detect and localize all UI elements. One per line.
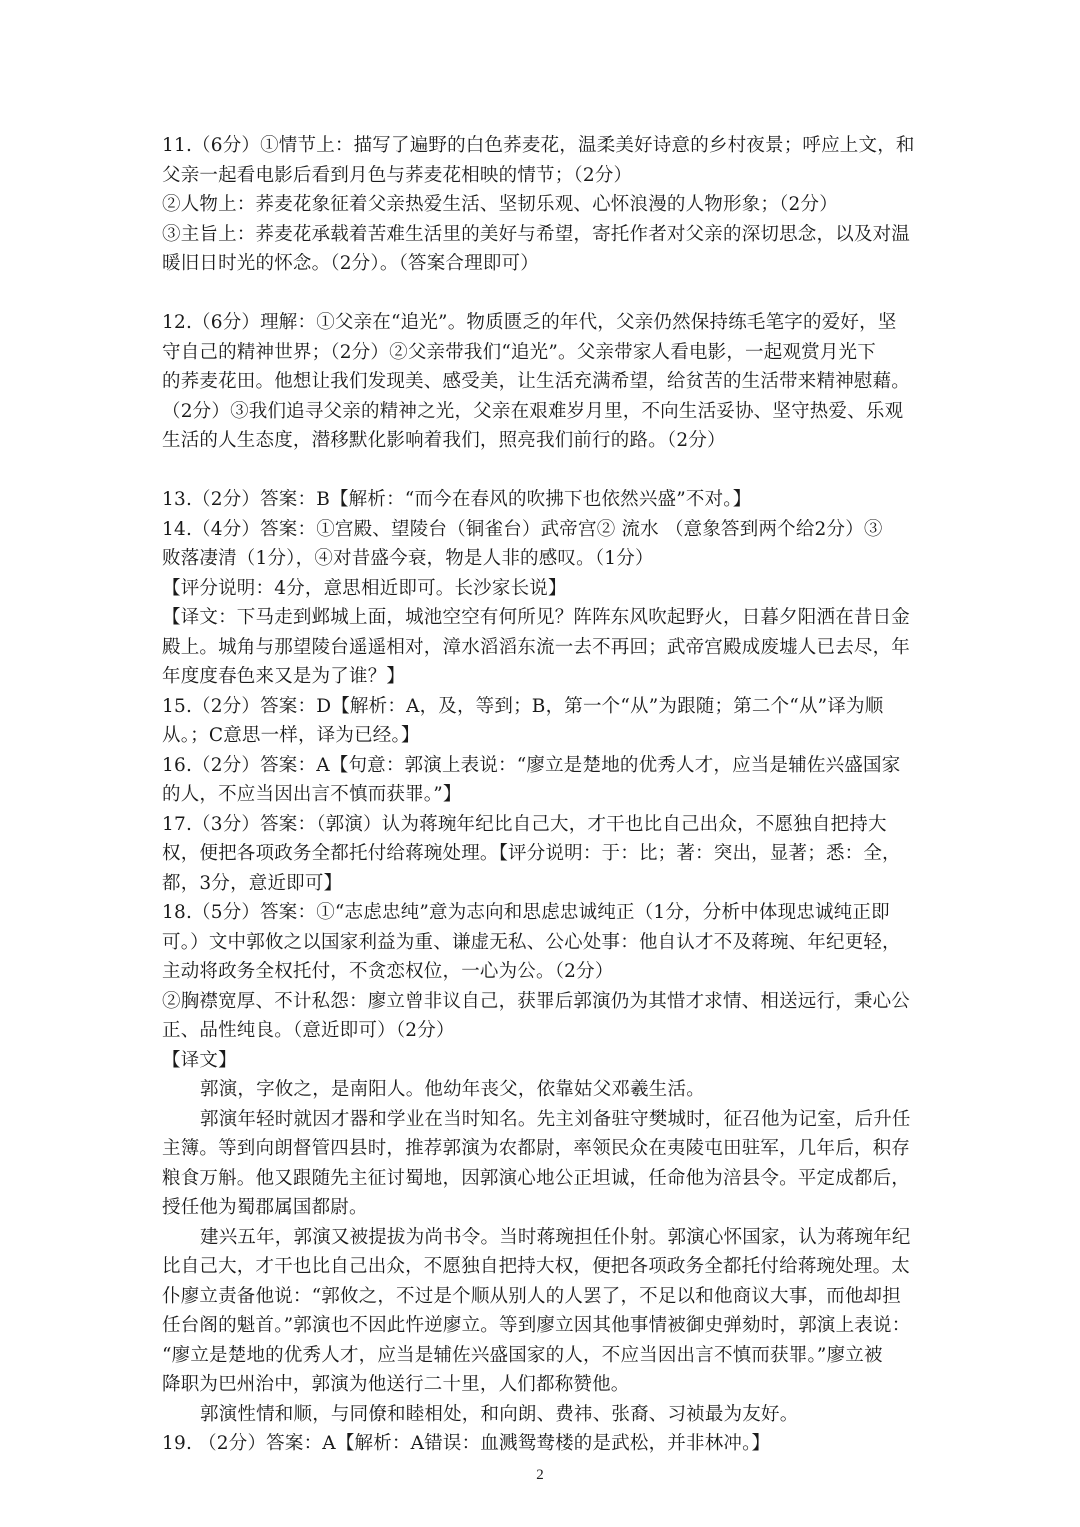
text-line: 【译文】 [162,1049,237,1071]
text-line: 殿上。城角与那望陵台遥遥相对，漳水滔滔东流一去不再回；武帝宫殿成废墟人已去尽，年 [162,636,911,658]
text-line: 郭演，字攸之，是南阳人。他幼年丧父，依靠姑父邓羲生活。 [200,1079,705,1100]
text-line: 权，便把各项政务全都托付给蒋琬处理。【评分说明：于：比；著：突出，显著；悉：全， [162,843,901,864]
text-line: 降职为巴州治中，郭演为他送行二十里，人们都称赞他。 [162,1374,630,1395]
text-line: ②人物上：荞麦花象征着父亲热爱生活、坚韧乐观、心怀浪漫的人物形象；（2分） [162,194,838,215]
text-line: 败落凄清（1分），④对昔盛今衰，物是人非的感叹。（1分） [162,548,654,569]
text-line: 12.（6分）理解：①父亲在“追光”。物质匮乏的年代，父亲仍然保持练毛笔字的爱好，坚 [162,312,897,333]
question-11-answer [162,131,922,279]
text-line: “廖立是楚地的优秀人才，应当是辅佐兴盛国家的人，不应当因出言不慎而获罪。”廖立被 [162,1344,883,1366]
text-line: 粮食万斛。他又跟随先主征讨蜀地，因郭演心地公正坦诚，任命他为涪县令。平定成都后， [162,1167,911,1189]
text-line: 郭演年轻时就因才器和学业在当时知名。先主刘备驻守樊城时，征召他为记室，后升任 [200,1108,911,1130]
text-line: 父亲一起看电影后看到月色与荞麦花相映的情节；（2分） [162,164,633,186]
text-line: 19. （2分）答案：A【解析：A错误：血溅鸳鸯楼的是武松，并非林冲。】 [162,1433,771,1454]
text-line: 可。）文中郭攸之以国家利益为重、谦虚无私、公心处事：他自认才不及蒋琬、年纪更轻， [162,931,901,953]
text-line: 主簿。等到向朗督管四县时，推荐郭演为农都尉，率领民众在夷陵屯田驻军，几年后，积存 [162,1138,911,1159]
text-line: 的荞麦花田。他想让我们发现美、感受美，让生活充满希望，给贫苦的生活带来精神慰藉。 [162,371,911,392]
text-line: 从。；C意思一样，译为已经。】 [162,725,420,746]
text-line: 13.（2分）答案：B【解析：“而今在春风的吹拂下也依然兴盛”不对。】 [162,489,752,510]
text-line: 【评分说明：4分，意思相近即可。长沙家长说】 [162,577,567,599]
page-number: 2 [536,1467,544,1483]
text-line: 主动将政务全权托付，不贪恋权位，一心为公。（2分） [162,961,614,982]
text-line: 暖旧日时光的怀念。（2分）。（答案合理即可） [162,253,539,274]
text-line: 年度度春色来又是为了谁？】 [162,666,406,687]
text-line: 任台阁的魁首。”郭演也不因此忤逆廖立。等到廖立因其他事情被御史弹劾时，郭演上表说： [162,1315,911,1336]
text-line: 的人，不应当因出言不慎而获罪。”】 [162,784,462,805]
text-line: 11.（6分）①情节上：描写了遍野的白色荞麦花，温柔美好诗意的乡村夜景；呼应上文，和 [162,135,915,156]
text-line: 18.（5分）答案：①“志虑忠纯”意为志向和思虑忠诚纯正（1分，分析中体现忠诚纯正即 [162,902,890,923]
spacer [162,279,922,309]
text-line: 16.（2分）答案：A【句意：郭演上表说：“廖立是楚地的优秀人才，应当是辅佐兴盛国家 [162,754,901,776]
text-line: 比自己大，才干也比自己出众，不愿独自把持大权，便把各项政务全都托付给蒋琬处理。太 [162,1256,911,1277]
question-12-answer [162,308,922,456]
text-line: 都，3分，意近即可】 [162,872,343,894]
text-line: （2分）③我们追寻父亲的精神之光，父亲在艰难岁月里，不向生活妥协、坚守热爱、乐观 [162,400,904,422]
text-line: 17.（3分）答案：（郭演）认为蒋琬年纪比自己大，才干也比自己出众，不愿独自把持大 [162,813,887,835]
questions-13-18-answers [162,485,922,1075]
text-line: 正、品性纯良。（意近即可）（2分） [162,1020,455,1041]
spacer [162,456,922,486]
text-line: 守自己的精神世界；（2分）②父亲带我们“追光”。父亲带家人看电影，一起观赏月光下 [162,341,876,363]
text-line: 授任他为蜀郡属国都尉。 [162,1197,368,1218]
text-line: 15.（2分）答案：D【解析：A，及，等到；B，第一个“从”为跟随；第二个“从”译为顺 [162,695,884,717]
text-line: 【译文：下马走到邺城上面，城池空空有何所见？阵阵东风吹起野火，日暮夕阳洒在昔日金 [162,607,911,628]
text-line: 生活的人生态度，潜移默化影响着我们，照亮我们前行的路。（2分） [162,430,726,451]
text-line: 郭演性情和顺，与同僚和睦相处，和向朗、费祎、张裔、习祯最为友好。 [200,1403,799,1425]
classical-text-translation [162,1075,922,1429]
text-line: 建兴五年，郭演又被提拔为尚书令。当时蒋琬担任仆射。郭演心怀国家，认为蒋琬年纪 [200,1226,911,1248]
answer-page [162,131,922,1459]
text-line: ②胸襟宽厚、不计私怨：廖立曾非议自己，获罪后郭演仍为其惜才求情、相送远行，秉心公 [162,990,911,1012]
question-19-answer [162,1429,922,1459]
text-line: ③主旨上：荞麦花承载着苦难生活里的美好与希望，寄托作者对父亲的深切思念，以及对温 [162,223,911,245]
text-line: 仆廖立责备他说：“郭攸之，不过是个顺从别人的人罢了，不足以和他商议大事，而他却担 [162,1285,901,1307]
text-line: 14.（4分）答案：①宫殿、望陵台（铜雀台）武帝宫② 流水 （意象答到两个给2分）③ [162,518,883,540]
